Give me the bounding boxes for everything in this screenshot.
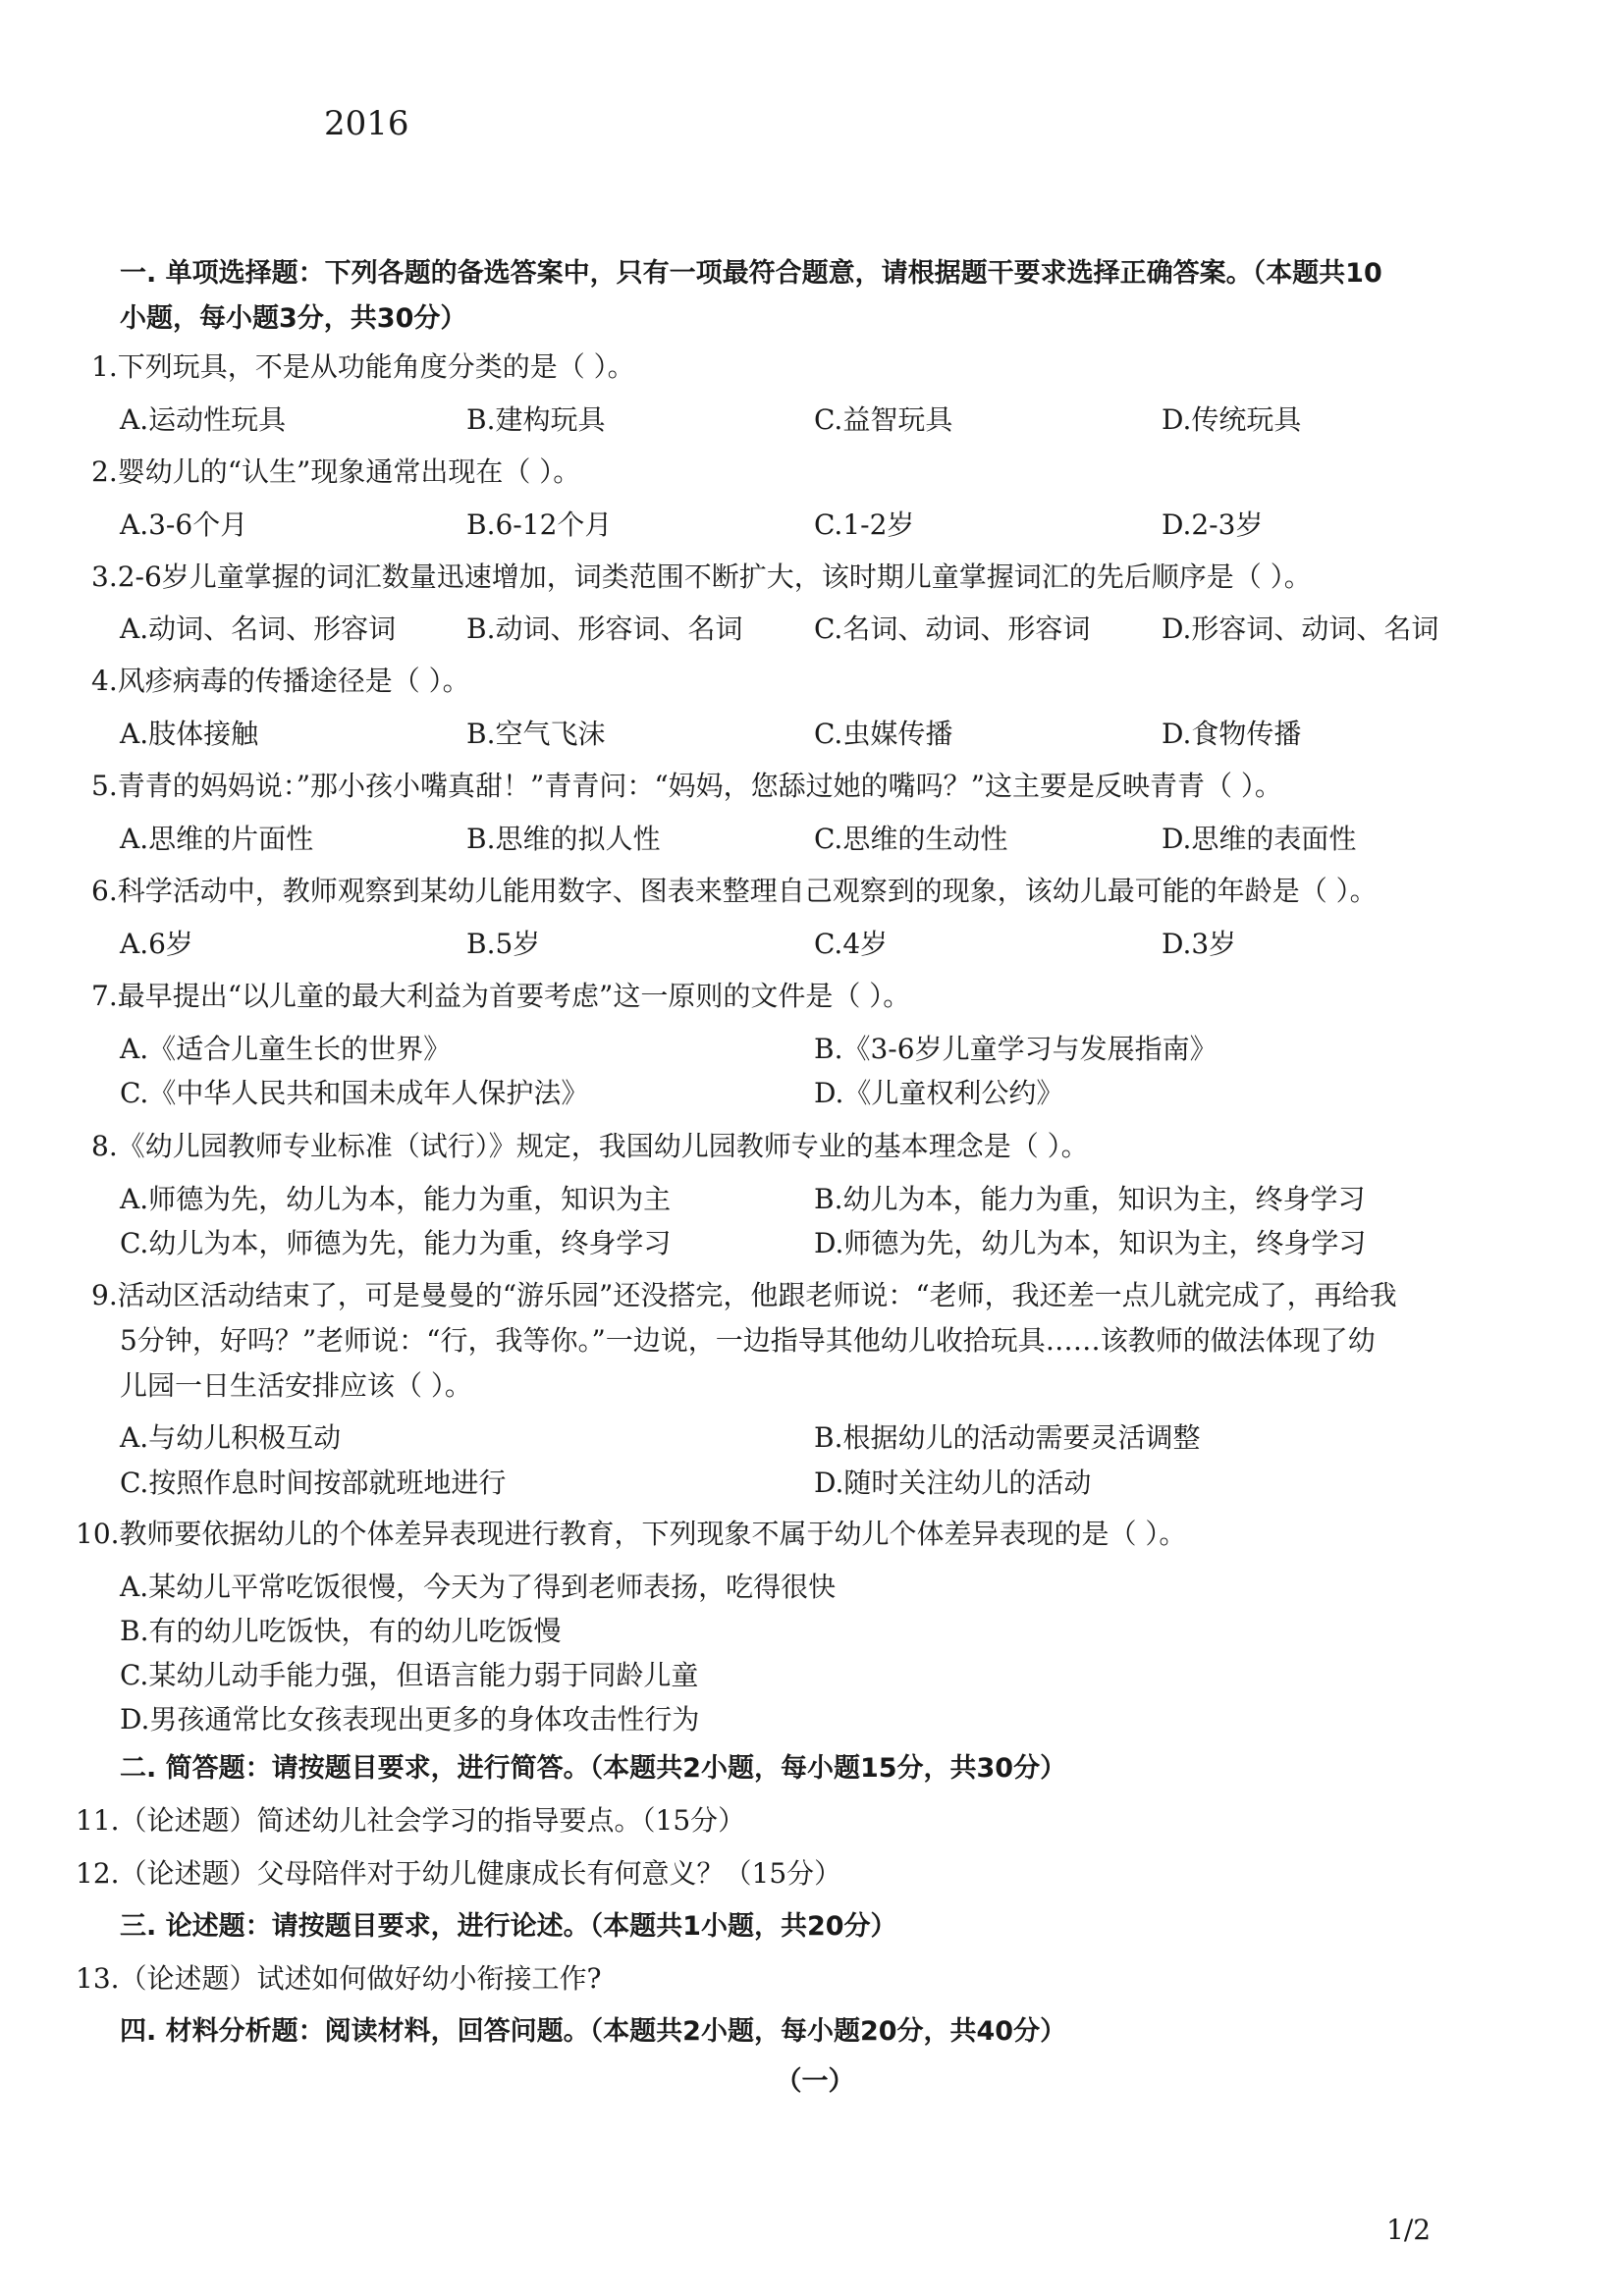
question-9-stem-line3: 儿园一日生活安排应该（ ）。 [120,1369,472,1402]
question-5-stem: 5.青青的妈妈说：”那小孩小嘴真甜！”青青问：“妈妈，您舔过她的嘴吗？”这主要是反映青青（ ）。 [91,770,1282,802]
question-10-option-b: B.有的幼儿吃饭快，有的幼儿吃饭慢 [120,1615,562,1647]
question-3-option-b: B.动词、形容词、名词 [466,613,743,645]
question-8-option-d: D.师德为先，幼儿为本，知识为主，终身学习 [814,1227,1367,1259]
question-8-option-c: C.幼儿为本，师德为先，能力为重，终身学习 [120,1227,672,1259]
question-10-option-d: D.男孩通常比女孩表现出更多的身体攻击性行为 [120,1703,700,1735]
question-3-option-d: D.形容词、动词、名词 [1162,613,1439,645]
question-10-option-a: A.某幼儿平常吃饭很慢，今天为了得到老师表扬，吃得很快 [120,1571,837,1603]
section-3-title: 三. 论述题：请按题目要求，进行论述。（本题共1小题，共20分） [120,1911,897,1942]
question-6-option-a: A.6岁 [120,928,193,960]
question-12: 12.（论述题）父母陪伴对于幼儿健康成长有何意义？（15分） [76,1857,842,1890]
question-3-option-a: A.动词、名词、形容词 [120,613,397,645]
section-4-title: 四. 材料分析题：阅读材料，回答问题。（本题共2小题，每小题20分，共40分） [120,2016,1067,2047]
question-9-option-c: C.按照作息时间按部就班地进行 [120,1467,507,1499]
question-5-option-d: D.思维的表面性 [1162,823,1357,855]
question-2-option-c: C.1-2岁 [814,508,915,541]
question-1-option-c: C.益智玩具 [814,403,953,436]
question-4-stem: 4.风疹病毒的传播途径是（ ）。 [91,665,470,697]
section-1-title-line2: 小题，每小题3分，共30分） [120,303,467,334]
question-5-option-b: B.思维的拟人性 [466,823,661,855]
question-4-option-d: D.食物传播 [1162,718,1302,750]
question-6-option-d: D.3岁 [1162,928,1237,960]
question-2-option-d: D.2-3岁 [1162,508,1264,541]
question-6-option-b: B.5岁 [466,928,541,960]
section-1-title-line1: 一. 单项选择题：下列各题的备选答案中，只有一项最符合题意，请根据题干要求选择正确答案。（本题共10 [120,258,1382,289]
question-9-option-b: B.根据幼儿的活动需要灵活调整 [814,1421,1201,1454]
page-number: 1/2 [1386,2214,1432,2246]
question-7-option-d: D.《儿童权利公约》 [814,1077,1064,1109]
section-4-part-label: （一） [775,2066,855,2097]
question-5-option-a: A.思维的片面性 [120,823,314,855]
question-9-stem-line2: 5分钟，好吗？”老师说：“行，我等你。”一边说，一边指导其他幼儿收拾玩具……该教师的做法体现了幼 [120,1324,1376,1357]
question-1-option-b: B.建构玩具 [466,403,606,436]
question-7-option-c: C.《中华人民共和国未成年人保护法》 [120,1077,589,1109]
question-4-option-b: B.空气飞沫 [466,718,606,750]
question-1-option-d: D.传统玩具 [1162,403,1302,436]
question-2-option-b: B.6-12个月 [466,508,613,541]
question-1-option-a: A.运动性玩具 [120,403,287,436]
question-2-option-a: A.3-6个月 [120,508,248,541]
question-9-stem-line1: 9.活动区活动结束了，可是曼曼的“游乐园”还没搭完，他跟老师说：“老师，我还差一点儿就完成了，再给我 [91,1279,1397,1311]
question-13: 13.（论述题）试述如何做好幼小衔接工作? [76,1962,602,1995]
question-4-option-a: A.肢体接触 [120,718,259,750]
question-10-option-c: C.某幼儿动手能力强，但语言能力弱于同龄儿童 [120,1659,699,1691]
question-1-stem: 1.下列玩具，不是从功能角度分类的是（ ）。 [91,350,635,383]
question-7-option-b: B.《3-6岁儿童学习与发展指南》 [814,1033,1217,1065]
question-6-stem: 6.科学活动中，教师观察到某幼儿能用数字、图表来整理自己观察到的现象，该幼儿最可能的年龄是（ ）。 [91,875,1378,907]
question-10-stem: 10.教师要依据幼儿的个体差异表现进行教育，下列现象不属于幼儿个体差异表现的是（ ）。 [76,1518,1187,1550]
question-2-stem: 2.婴幼儿的“认生”现象通常出现在（ ）。 [91,455,581,488]
section-2-title: 二. 简答题：请按题目要求，进行简答。（本题共2小题，每小题15分，共30分） [120,1753,1067,1784]
question-5-option-c: C.思维的生动性 [814,823,1008,855]
question-9-option-d: D.随时关注幼儿的活动 [814,1467,1092,1499]
question-6-option-c: C.4岁 [814,928,889,960]
question-7-option-a: A.《适合儿童生长的世界》 [120,1033,452,1065]
question-4-option-c: C.虫媒传播 [814,718,953,750]
exam-year: 2016 [324,104,409,143]
question-8-option-b: B.幼儿为本，能力为重，知识为主，终身学习 [814,1183,1366,1215]
question-3-stem: 3.2-6岁儿童掌握的词汇数量迅速增加，词类范围不断扩大，该时期儿童掌握词汇的先后顺序是（ ）。 [91,561,1312,593]
question-8-stem: 8.《幼儿园教师专业标准（试行）》规定，我国幼儿园教师专业的基本理念是（ ）。 [91,1130,1089,1162]
question-7-stem: 7.最早提出“以儿童的最大利益为首要考虑”这一原则的文件是（ ）。 [91,980,911,1012]
question-11: 11.（论述题）简述幼儿社会学习的指导要点。（15分） [76,1804,746,1837]
question-3-option-c: C.名词、动词、形容词 [814,613,1091,645]
question-8-option-a: A.师德为先，幼儿为本，能力为重，知识为主 [120,1183,672,1215]
question-9-option-a: A.与幼儿积极互动 [120,1421,342,1454]
